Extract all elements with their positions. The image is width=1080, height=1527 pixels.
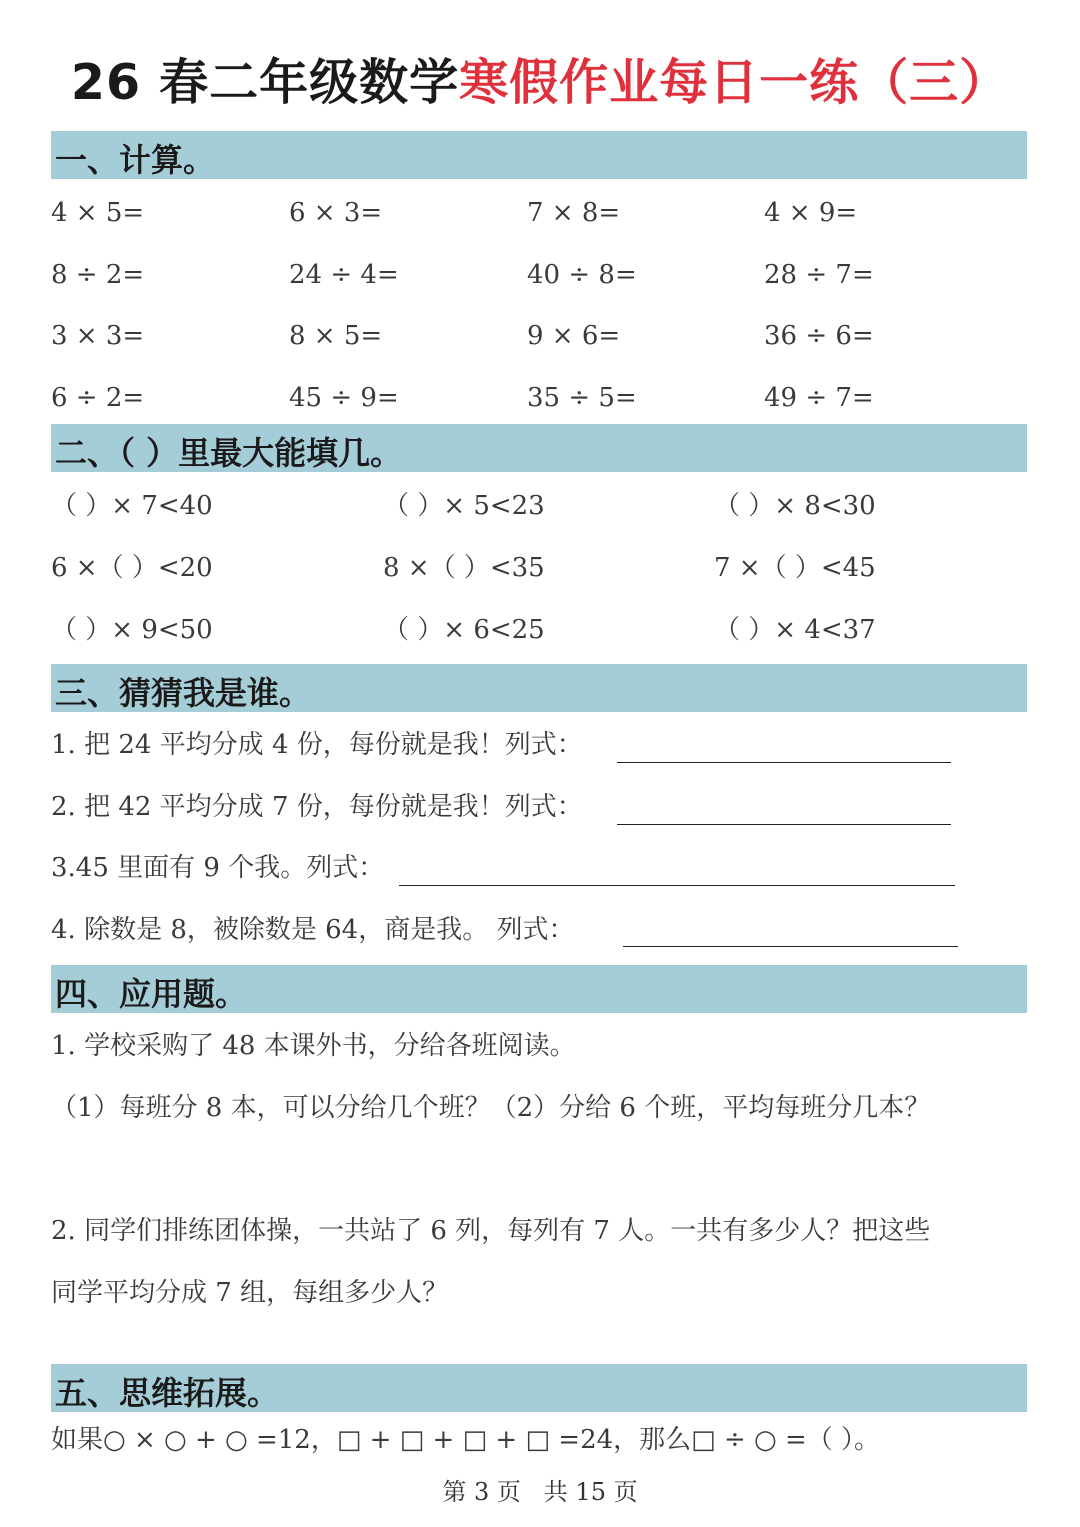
word-problem-2-line-1: 2. 同学们排练团体操，一共站了 6 列，每列有 7 人。一共有多少人？把这些 bbox=[51, 1216, 931, 1246]
fill-row-3 bbox=[51, 610, 1027, 650]
section-1-header bbox=[51, 131, 1027, 179]
fill-row-2 bbox=[51, 548, 1027, 588]
fill-item: （ ）× 9<50 bbox=[51, 615, 213, 645]
calc-item: 45 ÷ 9= bbox=[289, 383, 399, 413]
guess-item-4: 4. 除数是 8，被除数是 64，商是我。 列式： bbox=[51, 915, 575, 945]
calc-item: 7 × 8= bbox=[527, 198, 621, 228]
calc-item: 3 × 3= bbox=[51, 321, 145, 351]
calc-row-2 bbox=[51, 255, 1027, 295]
calc-item: 36 ÷ 6= bbox=[764, 321, 874, 351]
thinking-problem: 如果○ × ○ + ○ =12，□ + □ + □ + □ =24，那么□ ÷ ○ =（ ）。 bbox=[51, 1425, 881, 1455]
section-5-heading: 五、思维拓展。 bbox=[55, 1374, 280, 1412]
calc-row-1 bbox=[51, 193, 1027, 233]
calc-item: 8 ÷ 2= bbox=[51, 260, 145, 290]
calc-item: 6 × 3= bbox=[289, 198, 383, 228]
guess-item-3: 3.45 里面有 9 个我。列式： bbox=[51, 853, 385, 883]
answer-line[interactable] bbox=[617, 824, 951, 825]
fill-item: （ ）× 6<25 bbox=[383, 615, 545, 645]
calc-item: 40 ÷ 8= bbox=[527, 260, 637, 290]
section-4-header bbox=[51, 965, 1027, 1013]
calc-item: 24 ÷ 4= bbox=[289, 260, 399, 290]
section-1-heading: 一、计算。 bbox=[55, 141, 216, 179]
calc-item: 49 ÷ 7= bbox=[764, 383, 874, 413]
calc-item: 6 ÷ 2= bbox=[51, 383, 145, 413]
answer-line[interactable] bbox=[399, 885, 955, 886]
page-title bbox=[0, 44, 1080, 114]
answer-line[interactable] bbox=[617, 762, 951, 763]
calc-item: 9 × 6= bbox=[527, 321, 621, 351]
section-5-header bbox=[51, 1364, 1027, 1412]
calc-item: 4 × 9= bbox=[764, 198, 858, 228]
section-3-header bbox=[51, 664, 1027, 712]
guess-item-2: 2. 把 42 平均分成 7 份，每份就是我！列式： bbox=[51, 792, 583, 822]
calc-row-3 bbox=[51, 316, 1027, 356]
word-problem-1: 1. 学校采购了 48 本课外书，分给各班阅读。 bbox=[51, 1031, 576, 1061]
section-2-header bbox=[51, 424, 1027, 472]
calc-item: 35 ÷ 5= bbox=[527, 383, 637, 413]
title-part-1: 26 春二年级数学 bbox=[70, 54, 460, 111]
section-4-heading: 四、应用题。 bbox=[55, 975, 248, 1013]
fill-row-1 bbox=[51, 486, 1027, 526]
fill-item: 7 ×（ ）<45 bbox=[714, 553, 876, 583]
section-2-heading: 二、（ ）里最大能填几。 bbox=[55, 434, 403, 472]
title-part-2: 寒假作业每日一练（三） bbox=[459, 54, 1010, 111]
fill-item: （ ）× 5<23 bbox=[383, 491, 545, 521]
calc-item: 4 × 5= bbox=[51, 198, 145, 228]
fill-item: （ ）× 8<30 bbox=[714, 491, 876, 521]
fill-item: （ ）× 7<40 bbox=[51, 491, 213, 521]
word-problem-1-subquestions: （1）每班分 8 本，可以分给几个班？（2）分给 6 个班，平均每班分几本？ bbox=[51, 1093, 931, 1123]
guess-item-1: 1. 把 24 平均分成 4 份，每份就是我！列式： bbox=[51, 730, 583, 760]
word-problem-2-line-2: 同学平均分成 7 组，每组多少人？ bbox=[51, 1278, 449, 1308]
fill-item: 8 ×（ ）<35 bbox=[383, 553, 545, 583]
answer-line[interactable] bbox=[623, 946, 958, 947]
calc-item: 8 × 5= bbox=[289, 321, 383, 351]
fill-item: （ ）× 4<37 bbox=[714, 615, 876, 645]
calc-row-4 bbox=[51, 378, 1027, 418]
fill-item: 6 ×（ ）<20 bbox=[51, 553, 213, 583]
page-footer: 第 3 页 共 15 页 bbox=[442, 1478, 638, 1506]
calc-item: 28 ÷ 7= bbox=[764, 260, 874, 290]
section-3-heading: 三、猜猜我是谁。 bbox=[55, 674, 312, 712]
